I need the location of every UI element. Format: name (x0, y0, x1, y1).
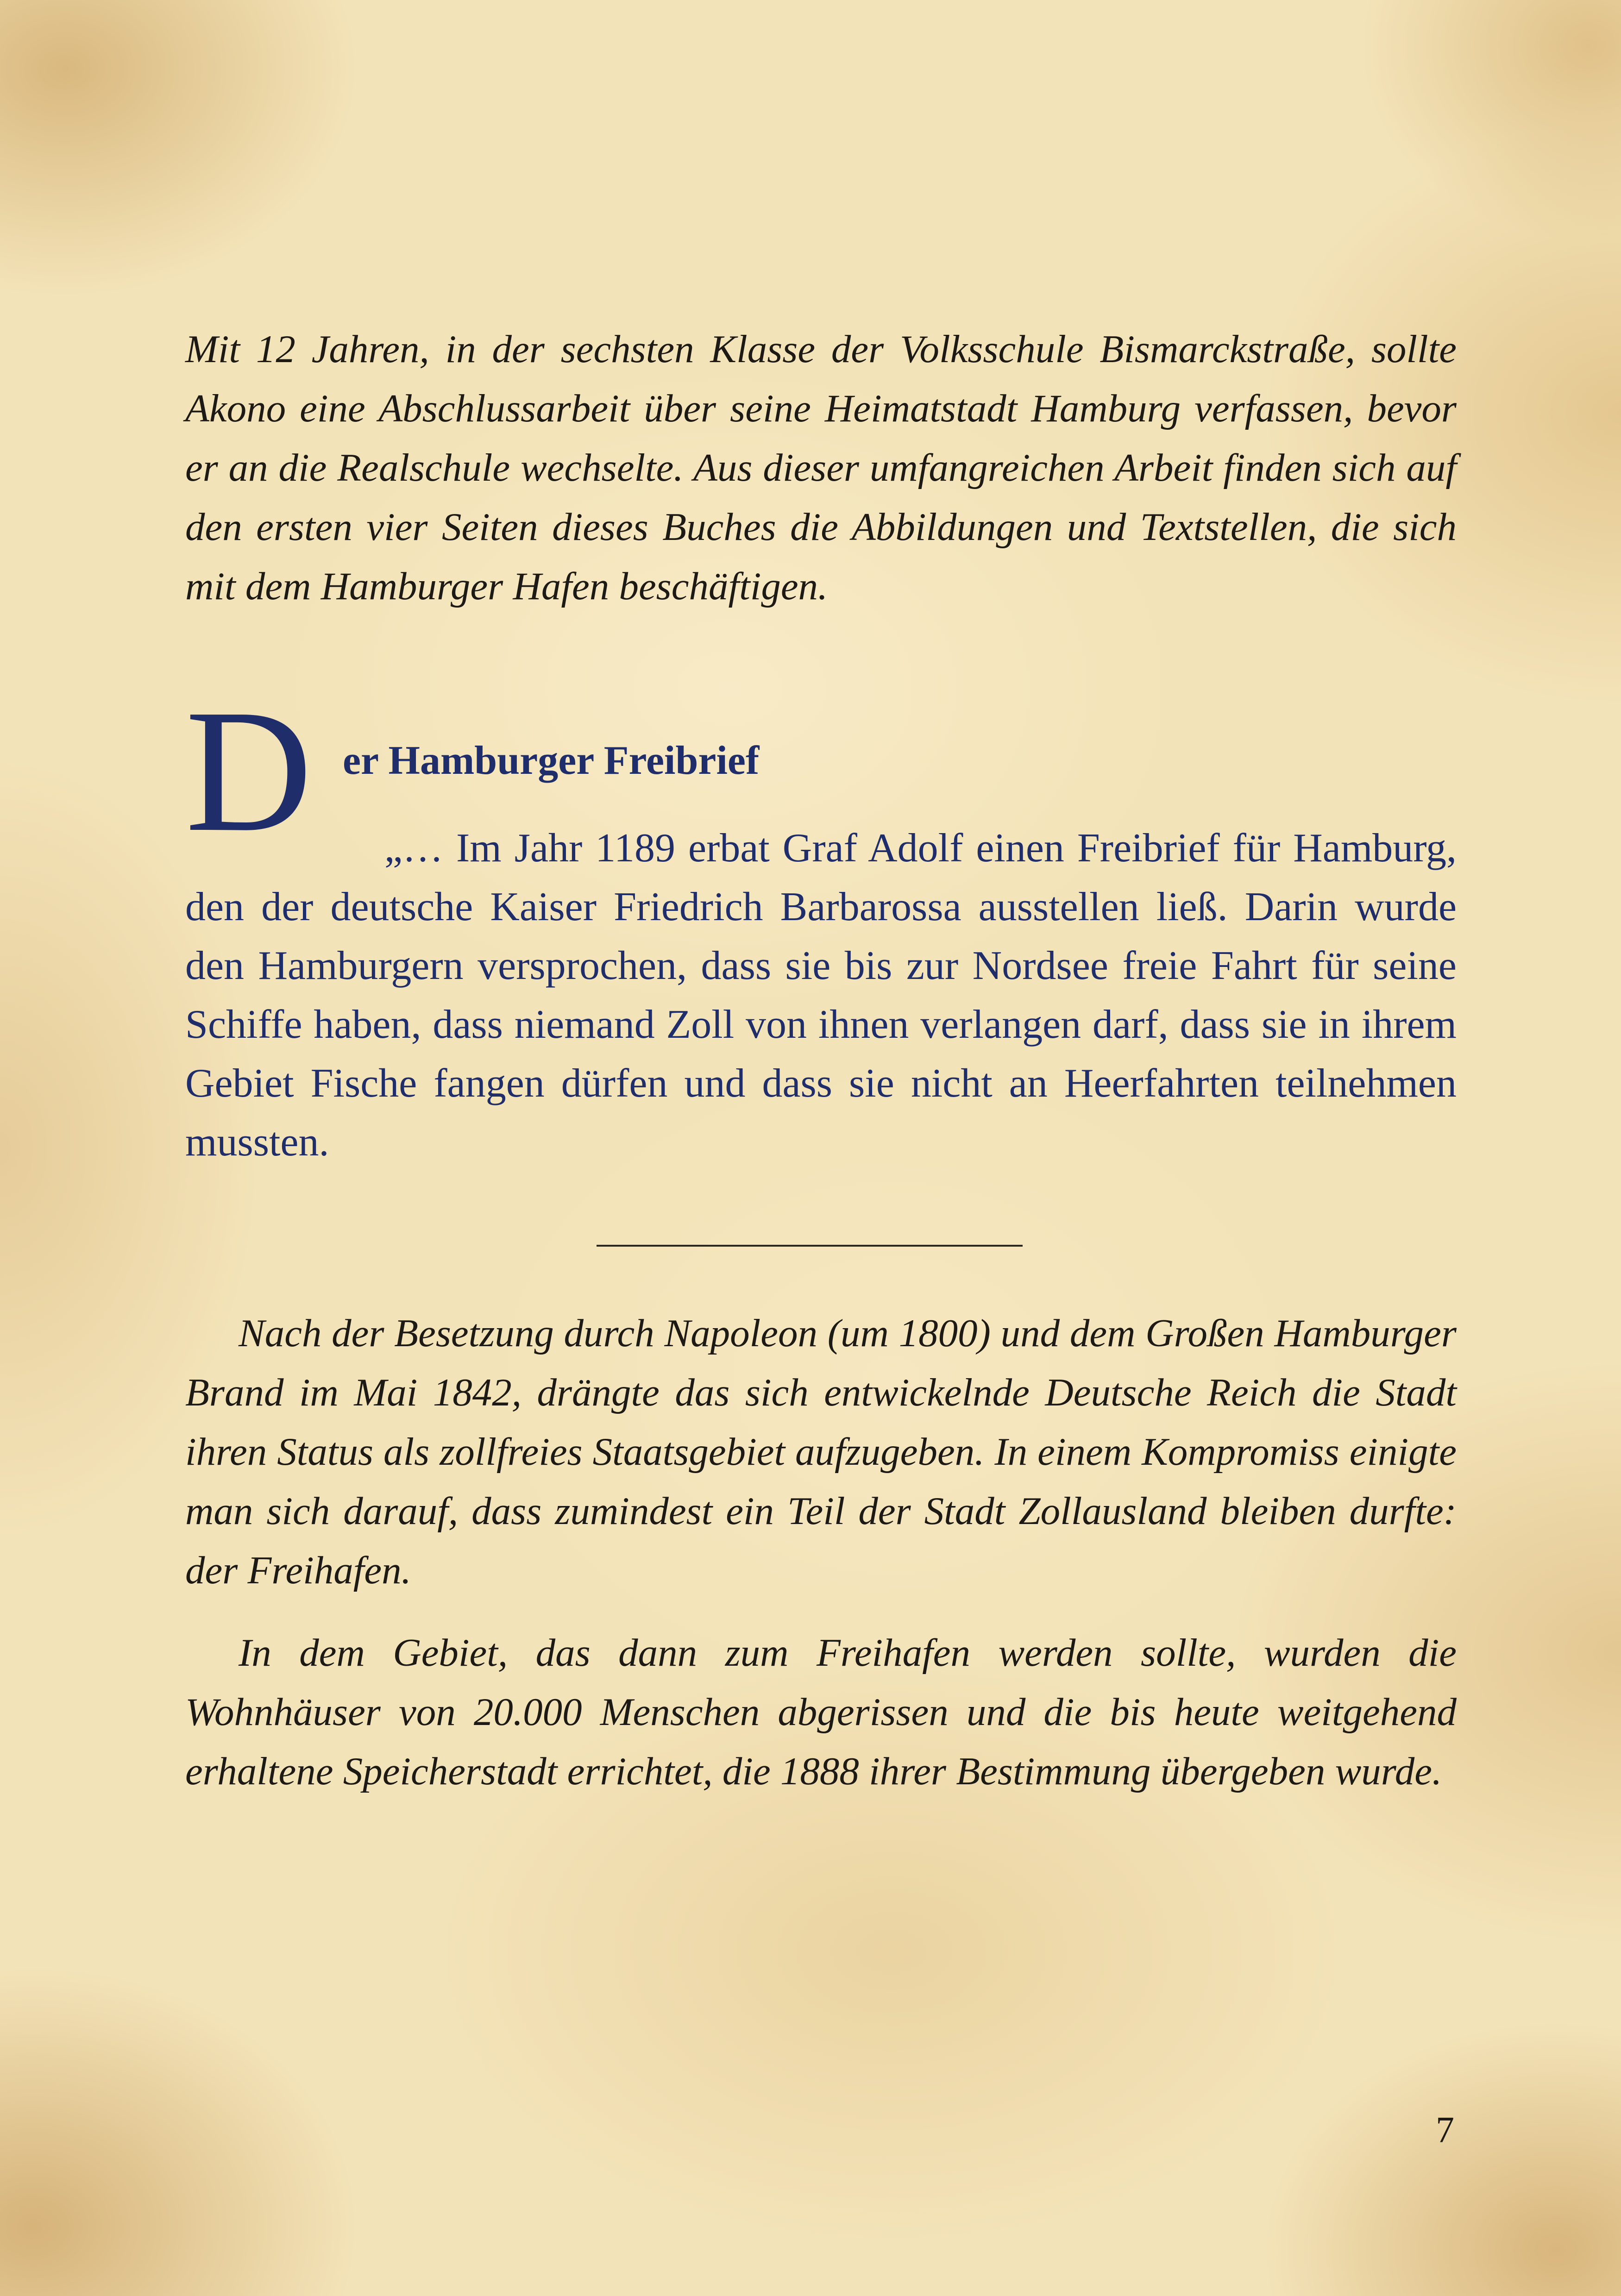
section-divider (597, 1245, 1023, 1247)
body-text (185, 1304, 1457, 1824)
freibrief-quote: „… Im Jahr 1189 erbat Graf Adolf einen Freibrief für Hamburg, den der deutsche Kaiser Friedrich Barbarossa ausstellen ließ. Darin wurde den Hamburgern versprochen, dass sie bis zur Nordsee freie Fahrt für seine Schiffe haben, dass niemand Zoll von ihnen verlangen darf, dass sie in ihrem Gebiet Fische fangen dürfen und dass sie nicht an Heerfahrten teilnehmen mussten. (185, 826, 1457, 1165)
body-paragraph-2: In dem Gebiet, das dann zum Freihafen werden sollte, wurden die Wohnhäuser von 20.000 Menschen abgerissen und die bis heute weitgehend erhaltene Speicherstadt errichtet, die 1888 ihrer Bestimmung übergeben wurde. (185, 1631, 1457, 1793)
intro-paragraph: Mit 12 Jahren, in der sechsten Klasse der Volksschule Bismarckstraße, sollte Akono eine Abschlussarbeit über seine Heimatstadt Hamburg verfassen, bevor er an die Realschule wechselte. Aus dieser umfangreichen Arbeit finden sich auf den ersten vier Seiten dieses Buches die Abbildungen und Textstellen, die sich mit dem Hamburger Hafen beschäftigen. (185, 327, 1457, 608)
section-heading: er Hamburger Freibrief (343, 738, 760, 783)
body-paragraph-1: Nach der Besetzung durch Napoleon (um 1800) und dem Großen Hamburger Brand im Mai 1842, drängte das sich entwickelnde Deutsche Reich die Stadt ihren Status als zollfreies Staatsgebiet aufzugeben. In einem Kompromiss einigte man sich darauf, dass zumindest ein Teil der Stadt Zollausland bleiben durfte: der Freihafen. (185, 1311, 1457, 1592)
page-number: 7 (1436, 2110, 1454, 2151)
drop-cap: D (185, 673, 313, 868)
